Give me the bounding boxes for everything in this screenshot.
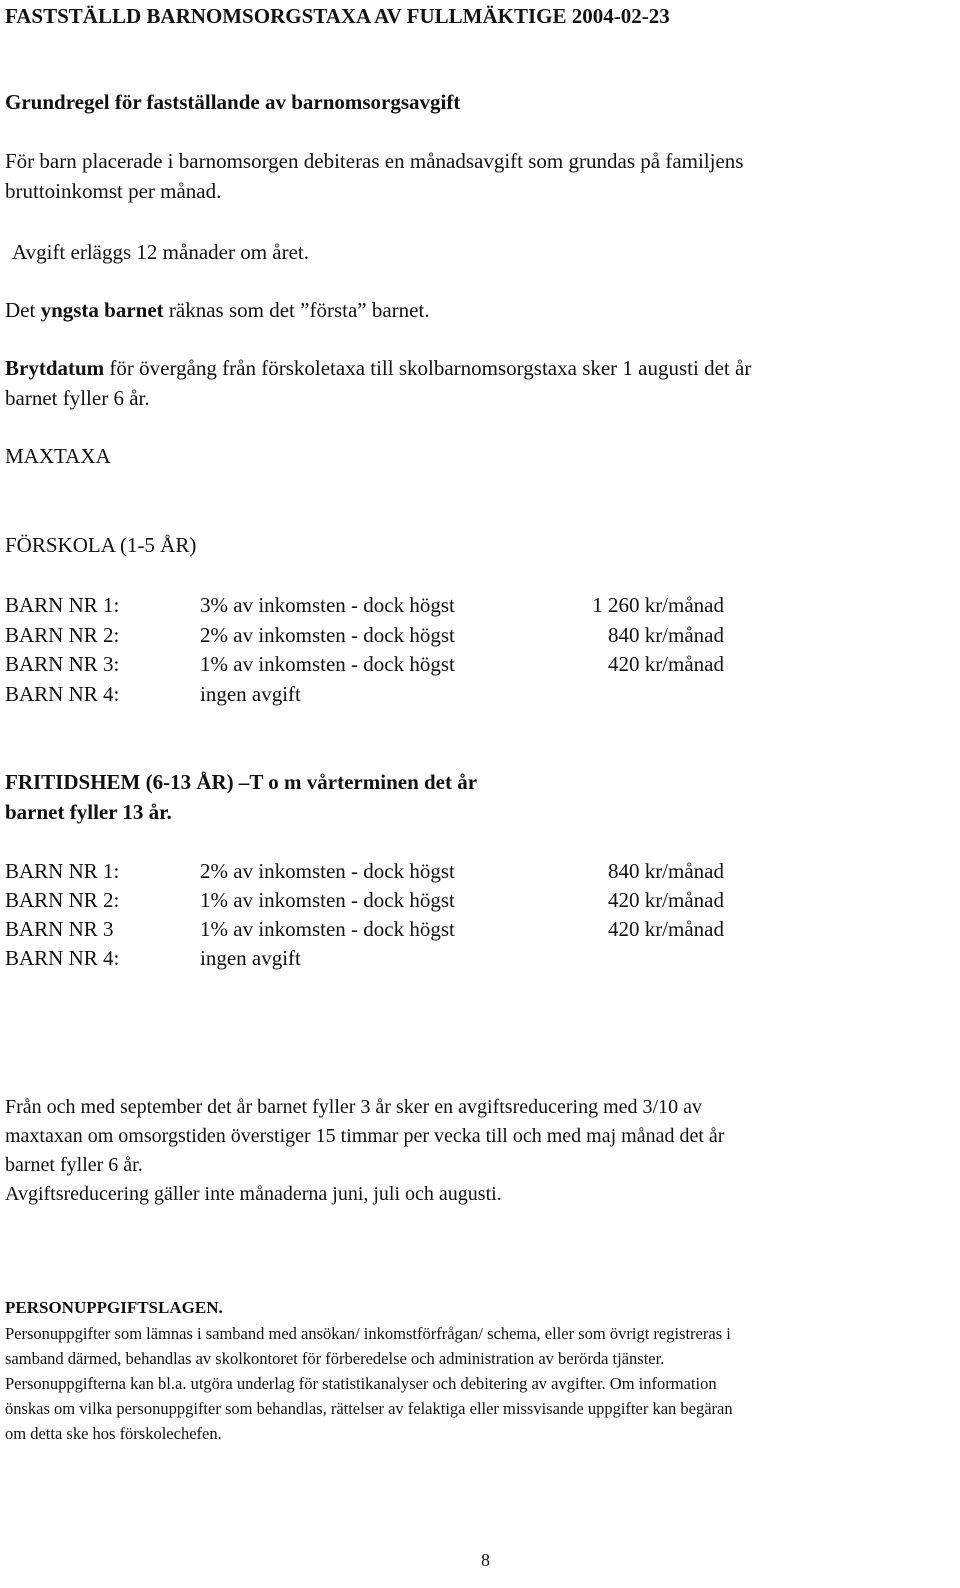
table-cell-desc: ingen avgift xyxy=(200,946,301,970)
paragraph-line: maxtaxan om omsorgstiden överstiger 15 timmar per vecka till och med maj månad det år xyxy=(5,1125,725,1147)
paragraph-line: samband därmed, behandlas av skolkontoret för förberedelse och administration av berörda tjänster. xyxy=(5,1349,665,1368)
table-cell-amount: 840 kr/månad xyxy=(607,859,724,883)
table-cell-label: BARN NR 4: xyxy=(5,682,120,706)
subheading-fritidshem-line2: barnet fyller 13 år. xyxy=(5,800,172,824)
table-cell-desc: 2% av inkomsten - dock högst xyxy=(200,623,455,647)
paragraph-yngsta xyxy=(5,295,430,325)
paragraph-line: barnet fyller 6 år. xyxy=(5,386,150,410)
subheading-fritidshem: FRITIDSHEM (6-13 ÅR) –T o m vårterminen det år xyxy=(5,770,478,794)
table-cell-desc: 1% av inkomsten - dock högst xyxy=(200,652,455,676)
section-heading-grundregel: Grundregel för fastställande av barnomsorgsavgift xyxy=(5,90,461,114)
emphasis: yngsta barnet xyxy=(40,298,164,322)
table-cell-desc: 3% av inkomsten - dock högst xyxy=(200,593,455,617)
section-heading-pul: PERSONUPPGIFTSLAGEN. xyxy=(5,1298,223,1317)
table-cell-label: BARN NR 1: xyxy=(5,593,120,617)
table-cell-label: BARN NR 3: xyxy=(5,652,120,676)
table-cell-amount: 420 kr/månad xyxy=(607,888,724,912)
table-cell-label: BARN NR 1: xyxy=(5,859,120,883)
paragraph-line: Personuppgifterna kan bl.a. utgöra underlag för statistikanalyser och debitering av avgifter. Om information xyxy=(5,1374,717,1393)
paragraph-line: Från och med september det år barnet fyller 3 år sker en avgiftsreducering med 3/10 av xyxy=(5,1096,702,1118)
table-cell-desc: 1% av inkomsten - dock högst xyxy=(200,888,455,912)
table-cell-desc: ingen avgift xyxy=(200,682,301,706)
table-cell-amount: 1 260 kr/månad xyxy=(592,593,724,617)
text: räknas som det ”första” barnet. xyxy=(163,298,430,322)
emphasis: Brytdatum xyxy=(5,356,105,380)
paragraph-line: bruttoinkomst per månad. xyxy=(5,179,222,203)
paragraph-line: Avgift erläggs 12 månader om året. xyxy=(12,240,310,264)
paragraph-line: om detta ske hos förskolechefen. xyxy=(5,1424,222,1443)
table-cell-label: BARN NR 2: xyxy=(5,623,120,647)
paragraph-line: Avgiftsreducering gäller inte månaderna juni, juli och augusti. xyxy=(5,1183,502,1205)
paragraph-line: barnet fyller 6 år. xyxy=(5,1154,143,1176)
text: för övergång från förskoletaxa till skolbarnomsorgstaxa sker 1 augusti det år xyxy=(104,356,752,380)
paragraph-line: Personuppgifter som lämnas i samband med ansökan/ inkomstförfrågan/ schema, eller som övrigt registreras i xyxy=(5,1324,731,1343)
page-number: 8 xyxy=(481,1550,490,1570)
paragraph-line: För barn placerade i barnomsorgen debiteras en månadsavgift som grundas på familjens xyxy=(5,149,744,173)
document-title: FASTSTÄLLD BARNOMSORGSTAXA AV FULLMÄKTIGE 2004-02-23 xyxy=(5,4,670,28)
table-cell-desc: 2% av inkomsten - dock högst xyxy=(200,859,455,883)
paragraph-brytdatum xyxy=(5,353,751,383)
text: Det xyxy=(5,298,41,322)
table-cell-amount: 420 kr/månad xyxy=(607,917,724,941)
table-cell-label: BARN NR 2: xyxy=(5,888,120,912)
subheading-forskola: FÖRSKOLA (1-5 ÅR) xyxy=(5,533,197,557)
table-cell-desc: 1% av inkomsten - dock högst xyxy=(200,917,455,941)
paragraph-line: önskas om vilka personuppgifter som behandlas, rättelser av felaktiga eller missvisande uppgifter kan begäran xyxy=(5,1399,733,1418)
section-heading-maxtaxa: MAXTAXA xyxy=(5,444,111,468)
table-cell-amount: 420 kr/månad xyxy=(607,652,724,676)
table-cell-label: BARN NR 3 xyxy=(5,917,114,941)
table-cell-amount: 840 kr/månad xyxy=(607,623,724,647)
table-cell-label: BARN NR 4: xyxy=(5,946,120,970)
